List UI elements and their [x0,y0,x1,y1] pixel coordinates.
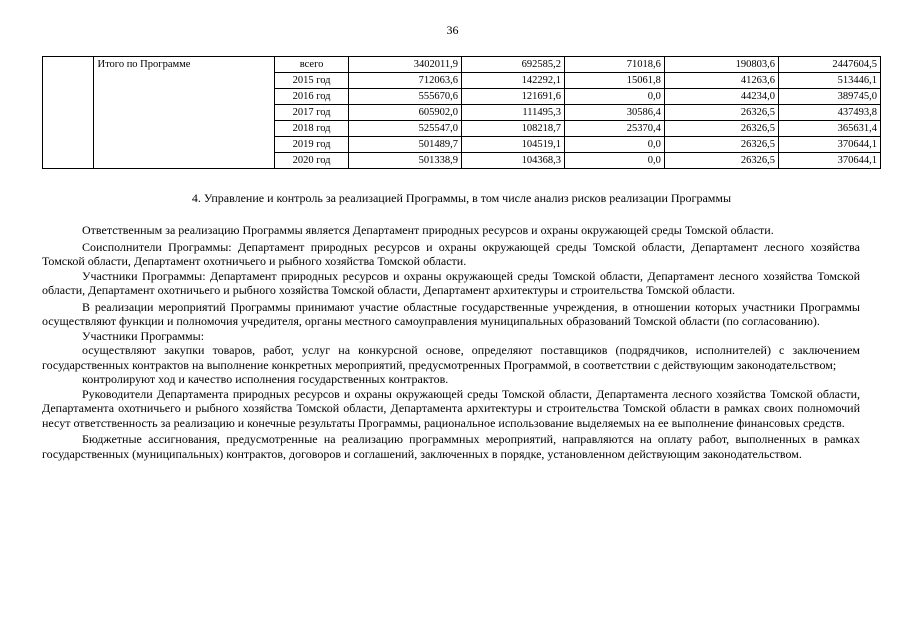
value-cell: 108218,7 [461,121,564,137]
value-cell: 71018,6 [564,57,664,73]
value-cell: 190803,6 [664,57,778,73]
row-label: Итого по Программе [94,57,275,169]
value-cell: 437493,8 [778,105,880,121]
value-cell: 15061,8 [564,73,664,89]
paragraph: Бюджетные ассигнования, предусмотренные на реализацию программных мероприятий, направляются на оплату работ, выполненных в рамках государственных (муниципальных) контрактов, договоров и соглашений, заключенных в порядке, установленном действующим законодательством. [42,432,860,461]
value-cell: 26326,5 [664,137,778,153]
year-cell: 2018 год [275,121,349,137]
paragraph: Ответственным за реализацию Программы является Департамент природных ресурсов и охраны окружающей среды Томской области. [82,223,774,237]
body-text [42,223,860,461]
value-cell: 0,0 [564,153,664,169]
year-cell: всего [275,57,349,73]
value-cell: 605902,0 [348,105,461,121]
table-row [43,57,881,73]
year-cell: 2016 год [275,89,349,105]
value-cell: 30586,4 [564,105,664,121]
empty-cell [43,57,94,169]
section-heading: 4. Управление и контроль за реализацией Программы, в том числе анализ рисков реализации Программы [191,191,732,205]
value-cell: 370644,1 [778,137,880,153]
budget-table [42,56,881,169]
value-cell: 692585,2 [461,57,564,73]
page-number: 36 [446,23,459,37]
year-cell: 2019 год [275,137,349,153]
paragraph: Руководители Департамента природных ресурсов и охраны окружающей среды Томской области, Департамента лесного хозяйства Томской области, Департамента охотничьего и рыбного хозяйства Томской области, Департамента архитектуры и строительства Томской области в рамках своих полномочий несут ответственность за реализацию и конечные результаты Программы, рациональное использование выделяемых на ее выполнение финансовых средств. [42,386,860,430]
year-cell: 2020 год [275,153,349,169]
value-cell: 44234,0 [664,89,778,105]
year-cell: 2015 год [275,73,349,89]
value-cell: 41263,6 [664,73,778,89]
value-cell: 513446,1 [778,73,880,89]
value-cell: 26326,5 [664,121,778,137]
value-cell: 555670,6 [348,89,461,105]
value-cell: 111495,3 [461,105,564,121]
value-cell: 365631,4 [778,121,880,137]
paragraph: контролируют ход и качество исполнения государственных контрактов. [82,372,449,386]
value-cell: 142292,1 [461,73,564,89]
value-cell: 3402011,9 [348,57,461,73]
paragraph: Участники Программы: [82,328,205,343]
value-cell: 104519,1 [461,137,564,153]
value-cell: 26326,5 [664,105,778,121]
value-cell: 26326,5 [664,153,778,169]
value-cell: 0,0 [564,89,664,105]
year-cell: 2017 год [275,105,349,121]
value-cell: 501489,7 [348,137,461,153]
paragraph: Соисполнители Программы: Департамент природных ресурсов и охраны окружающей среды Томской области, Департамент лесного хозяйства Томской области, Департамент охотничьего и рыбного хозяйства Томской области. [42,239,860,268]
paragraph: В реализации мероприятий Программы принимают участие областные государственные учреждения, в отношении которых участники Программы осуществляют функции и полномочия учредителя, органы местного самоуправления муниципальных образований Томской области (по согласованию). [42,299,860,328]
value-cell: 389745,0 [778,89,880,105]
value-cell: 0,0 [564,137,664,153]
value-cell: 25370,4 [564,121,664,137]
value-cell: 525547,0 [348,121,461,137]
value-cell: 2447604,5 [778,57,880,73]
paragraph: осуществляют закупки товаров, работ, услуг на конкурсной основе, определяют поставщиков (подрядчиков, исполнителей) с заключением государственных контрактов на выполнение конкретных мероприятий, предусмотренных Программой, в соответствии с действующим законодательством; [42,343,860,372]
value-cell: 370644,1 [778,153,880,169]
value-cell: 121691,6 [461,89,564,105]
value-cell: 501338,9 [348,153,461,169]
value-cell: 104368,3 [461,153,564,169]
value-cell: 712063,6 [348,73,461,89]
paragraph: Участники Программы: Департамент природных ресурсов и охраны окружающей среды Томской области, Департамент лесного хозяйства Томской области, Департамент охотничьего и рыбного хозяйства Томской области, Департамент архитектуры и строительства Томской области. [42,268,860,297]
